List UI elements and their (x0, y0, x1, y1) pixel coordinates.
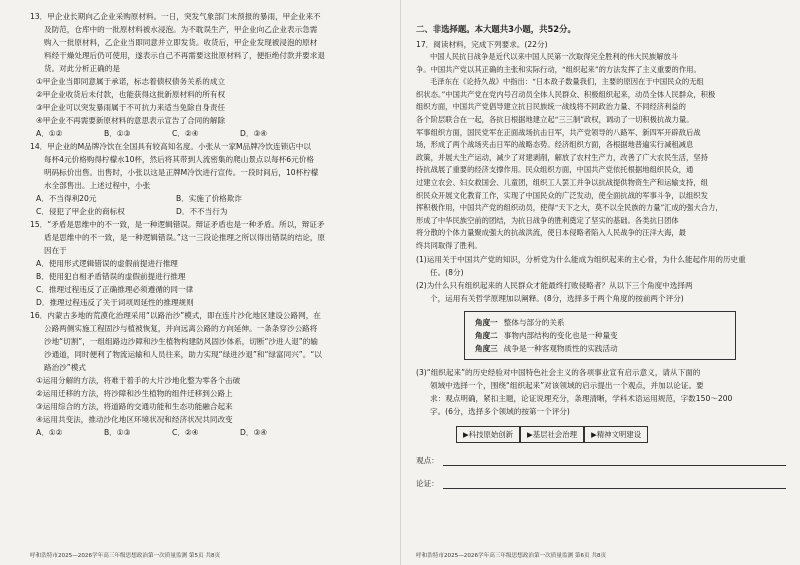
subquestion-1-line-1: (1)运用关于中国共产党的知识，分析党为什么能成为组织起来的主心骨，为什么能起作用的历史重 (416, 254, 746, 264)
q16-choice-c[interactable]: C．②④ (172, 428, 199, 437)
q16-option-4: ④运用共变法，推动沙化地区环境状况和经济状况共同改变 (36, 415, 233, 424)
subquestion-3-line-1: (3)“组织起来”的历史经验对中国特色社会主义的各项事业宣有启示意义，请从下面的 (416, 367, 701, 377)
material-line-14: 形成了中华民族空前的团结，为抗日战争的胜利奠定了坚实的基础。各类抗日团体 (416, 215, 679, 225)
angle-1-text: 整体与部分的关系 (503, 317, 565, 327)
q13-stem-5: 货。对此分析正确的是 (44, 64, 120, 73)
q16-option-3: ③运用综合的方法，将道路的交通功能和生态功能融合起来 (36, 402, 233, 411)
argument-field[interactable] (416, 478, 786, 489)
material-line-4: 织状态。”中国共产党在党内号召动员全体人民群众、积极组织起来，动员全体人民群众，积极 (416, 89, 716, 99)
material-line-16: 终共同取得了胜利。 (416, 240, 482, 250)
q14-stem-2: 每杯4元价格购得柠檬水10杯，然后将其带到人流密集的爬山景点以每杯6元价格 (44, 155, 314, 164)
viewpoint-field[interactable] (416, 455, 786, 466)
question-16 (30, 309, 386, 439)
angle-3 (475, 342, 725, 355)
angle-3-text: 战争是一种客观物质性的实践活动 (503, 343, 618, 353)
q13-choice-a[interactable]: A．①② (36, 129, 63, 138)
q13-option-3: ③甲企业可以突发暴雨属于不可抗力来适当免除自身责任 (36, 103, 226, 112)
q14-stem-1: 14．甲企业的M品牌冷饮在全国具有较高知名度。小张从一家M品牌冷饮连锁店中以 (30, 142, 311, 151)
right-page-footer: 呼和浩特市2025—2026学年高三年级思想政治第一次质量监测 第6页 共8页 (416, 553, 607, 559)
angle-2-text: 事物内部结构的变化也是一种量变 (503, 330, 618, 340)
material-line-1: 中国人民抗日战争是近代以来中国人民第一次取得完全胜利的伟大民族解放斗 (430, 52, 679, 61)
subquestion-2-line-2: 个，运用有关哲学原理加以阐释。(8分，选择多于两个角度的按前两个评分) (430, 293, 684, 303)
subquestion-3-line-4: 字。(6分，选择多个领域的按第一个评分) (430, 406, 570, 416)
angle-2-label: 角度二 (475, 330, 498, 340)
q13-choice-b[interactable]: B．①③ (104, 129, 131, 138)
viewpoint-label: 观点： (416, 455, 439, 465)
argument-underline[interactable] (443, 478, 786, 489)
q14-choice-d[interactable]: D．不不当行为 (176, 207, 228, 216)
viewpoint-underline[interactable] (443, 455, 786, 466)
angle-1-label: 角度一 (475, 317, 498, 327)
material-line-9: 政策，并展大生产运动，减少了对建剥削，解放了农村生产力，改善了广大农民生活，坚持 (416, 152, 708, 162)
material-line-3: 毛泽东在《论持久战》中指出：“日本敌子数量我们，主要的原因在于中国民众的无组 (430, 77, 704, 87)
q13-stem-3: 购入一批原材料，乙企业当即同意并立即发货。收货后，甲企业发现被浸泡的原材 (44, 38, 318, 47)
material-line-11: 过建立农会、妇女救国会、儿童团，组织工人罢工并争以抗战提供物资生产和运输支持，组 (416, 177, 708, 187)
subquestion-3-line-3: 求：观点明确，紧扣主题，论证说理充分，条理清晰，学科术语运用规范，字数150～200 (430, 393, 733, 403)
angle-box (464, 311, 736, 360)
q14-choice-a[interactable]: A．不当得利20元 (36, 194, 97, 203)
q13-stem-2: 及防范，仓库中的一批原材料被水浸泡。为不耽误生产，甲企业向乙企业表示急需 (44, 25, 318, 34)
material-line-13: 挥积极作用，中国共产党的组织动员，使得“天下之大，莫不以全民族的力量”汇成的强大合力， (416, 203, 723, 213)
q13-stem-1: 13．甲企业长期向乙企业采购原材料。一日，突发气象部门未预报的暴雨，甲企业来不 (30, 12, 321, 21)
domain-tech-innovation[interactable]: ▶科技原始创新 (456, 426, 520, 443)
material-line-5: 组织方面，中国共产党倡导建立抗日民族统一战线将不同政治力量、不同经济利益的 (416, 102, 686, 112)
question-15 (30, 218, 386, 309)
q14-choices-row-2 (30, 205, 386, 218)
q14-choice-c[interactable]: C．侵犯了甲企业的商标权 (36, 207, 125, 216)
q14-choices-row-1 (30, 192, 386, 205)
q16-choice-a[interactable]: A．①② (36, 428, 63, 437)
question-13 (30, 10, 386, 140)
q15-option-b[interactable]: B．使用犯自相矛盾错误的虚假前提进行推理 (36, 272, 186, 281)
q16-option-1: ①运用分解的方法，将难于着手的大片沙地化整为零各个击破 (36, 376, 241, 385)
subquestion-2-line-1: (2)为什么只有组织起来的人民群众才能最终打败侵略者？从以下三个角度中选择两 (416, 280, 693, 290)
material-line-8: 场，形成了两个战场夹击日军的战略态势。经济组织方面，各根据地普遍实行减租减息 (416, 140, 694, 150)
q13-stem-4: 料经干燥处理后仍可使用，遂表示自己不再需要这批原材料了，便拒绝付款并要求退 (44, 51, 325, 60)
q15-option-d[interactable]: D．推理过程违反了关于词项周延性的推理规则 (36, 298, 194, 307)
q15-stem-2: 盾是思维中的不一致，是一种逻辑错误。”这一三段论推理之所以得出错误的结论，原 (44, 233, 326, 242)
reading-material (416, 51, 786, 253)
q15-stem-1: 15．“矛盾是思维中的不一致，是一种逻辑错误。辩证矛盾也是一种矛盾。所以，辩证矛 (30, 220, 325, 229)
angle-3-label: 角度三 (475, 343, 498, 353)
material-line-12: 织民众开展文化教育工作，实现了中国民众的广泛发动，使全面抗战的军事斗争，以组织发 (416, 190, 708, 200)
q13-option-1: ①甲企业当即同意属于承诺，标志着债权债务关系的成立 (36, 77, 226, 86)
q13-choices (30, 127, 386, 140)
q14-stem-4: 水全部售出。上述过程中，小张 (44, 181, 151, 190)
q14-choice-b[interactable]: B．实施了价格欺诈 (176, 194, 242, 203)
q13-option-2: ②甲企业收货后未付款，也能获得这批新原材料的所有权 (36, 90, 226, 99)
domain-spiritual-civilization[interactable]: ▶精神文明建设 (584, 426, 648, 443)
q14-stem-3: 明码标价出售。出售时，小张以这是正牌M冷饮进行宣传。一段时间后，10杯柠檬 (44, 168, 319, 177)
q16-choice-d[interactable]: D．③④ (240, 428, 268, 437)
domain-grassroots-governance[interactable]: ▶基层社会治理 (520, 426, 584, 443)
q17-title: 17．阅读材料，完成下列要求。(22分) (416, 40, 548, 49)
material-line-10: 持抗战展了重要的经济支撑作用。民众组织方面，中国共产党依托根据地组织民众，通 (416, 165, 694, 175)
q16-stem-4: 沙通道，同时便利了物流运输和人员往来，助力实现“绿进沙退”和“绿富同兴”。“以 (44, 350, 322, 359)
material-line-2: 争。中国共产党以其正确的主张和实际行动，“组织起来”的方法发挥了主义重要的作用。 (416, 64, 701, 74)
question-14 (30, 140, 386, 218)
q16-stem-5: 路治沙”模式 (44, 363, 86, 372)
subquestion-1-line-2: 任。(8分) (430, 267, 464, 277)
q15-option-c[interactable]: C．推理过程违反了正确推理必须遵循的同一律 (36, 285, 194, 294)
q16-option-2: ②运用迁移的方法，将沙障和沙生植物的组件迁移到公路上 (36, 389, 233, 398)
material-line-15: 将分散的个体力量聚成强大的抗战洪流，使日本侵略者陷入人民战争的汪洋大海，最 (416, 228, 686, 238)
material-line-6: 各个阶层联合在一起，各抗日根据地建立起“三三制”政权，调动了一切积极抗战力量。 (416, 114, 694, 124)
q16-stem-3: 沙地“切割”，一组组路边沙障和沙生植物构建防风固沙体系，切断“沙进人退”的输 (44, 337, 318, 346)
argument-label: 论证： (416, 478, 439, 488)
q16-choice-b[interactable]: B．①③ (104, 428, 131, 437)
angle-2 (475, 329, 725, 342)
q15-stem-3: 因在于 (44, 246, 67, 255)
q13-choice-c[interactable]: C．②④ (172, 129, 199, 138)
right-page (400, 0, 800, 565)
q16-choices (30, 426, 386, 439)
angle-1 (475, 316, 725, 329)
q13-choice-d[interactable]: D．③④ (240, 129, 268, 138)
left-page-footer: 呼和浩特市2025—2026学年高三年级思想政治第一次质量监测 第5页 共8页 (30, 553, 221, 559)
subquestion-3-line-2: 领域中选择一个，围绕“组织起来”对该领域的启示提出一个观点，并加以论证。要 (430, 380, 704, 390)
domain-box (456, 426, 786, 443)
q16-stem-2: 公路两侧实施工程固沙与植被恢复，并向远离公路的方向延伸。一条条穿沙公路将 (44, 324, 318, 333)
q13-option-4: ④甲企业不再需要新原材料的意思表示宣告了合同的解除 (36, 116, 226, 125)
q15-option-a[interactable]: A．使用形式逻辑错误的虚假前提进行推理 (36, 259, 178, 268)
material-line-7: 军事组织方面，国民党军在正面战场抗击日军，共产党领导的八路军、新四军开辟敌后战 (416, 127, 701, 137)
q16-stem-1: 16．内蒙古多地的荒漠化治理采用“以路治沙”模式，即在连片沙化地区建设公路网，在 (30, 311, 321, 320)
section-title: 二、非选择题。本大题共3小题，共52分。 (416, 24, 576, 34)
